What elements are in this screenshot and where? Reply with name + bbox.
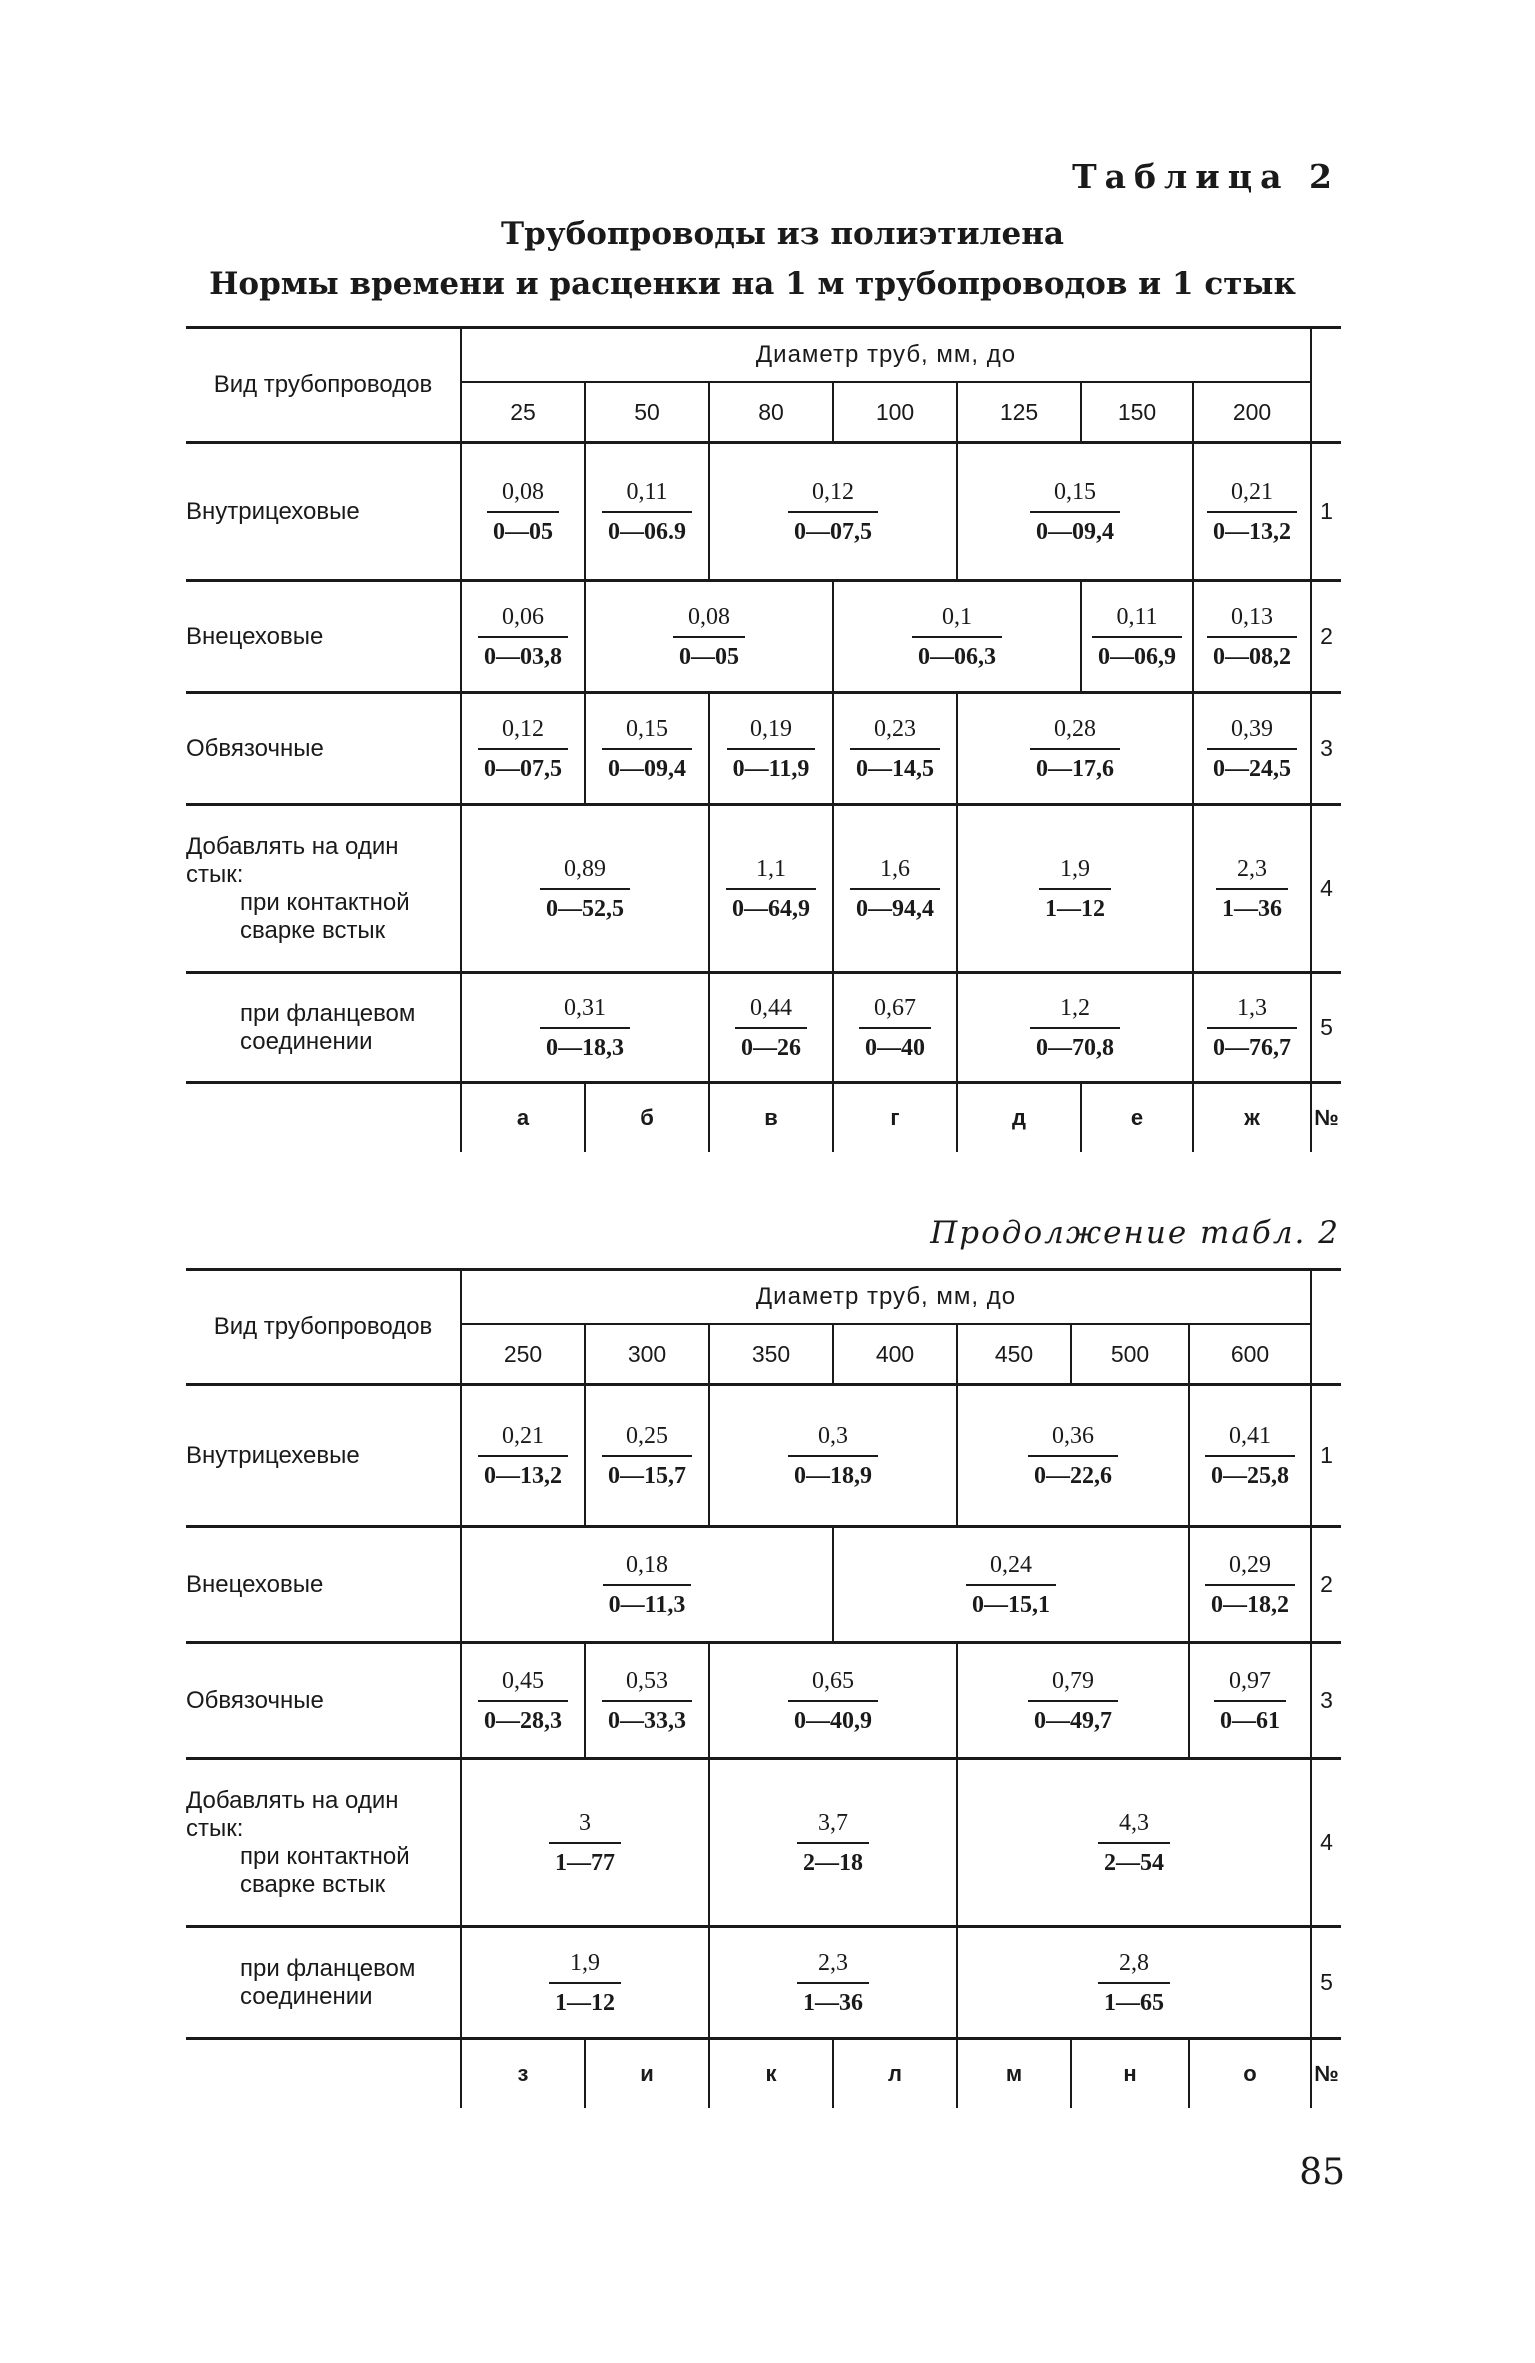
value-cell: $\frac{0,67}{0—40}$ xyxy=(833,973,957,1083)
value-cell: $\frac{0,39}{0—24,5}$ xyxy=(1193,693,1311,805)
value-cell: $\frac{3}{1—77}$ xyxy=(461,1759,709,1927)
value-cell: $\frac{0,15}{0—09,4}$ xyxy=(957,443,1193,581)
value-cell: $\frac{0,53}{0—33,3}$ xyxy=(585,1643,709,1759)
row-name: Внутрицехевые xyxy=(186,1385,461,1527)
row-number: 1 xyxy=(1311,443,1341,581)
value-cell: $\frac{0,12}{0—07,5}$ xyxy=(709,443,957,581)
table-subtitle: Нормы времени и расценки на 1 м трубопроводов и 1 стык xyxy=(209,266,1296,302)
table-row xyxy=(186,1643,1341,1759)
value-cell: $\frac{1,3}{0—76,7}$ xyxy=(1193,973,1311,1083)
col-header-pipe-type: Вид трубопроводов xyxy=(213,371,433,398)
value-cell: $\frac{0,15}{0—09,4}$ xyxy=(585,693,709,805)
norms-table-1 xyxy=(186,326,1341,1152)
table-row xyxy=(186,1385,1341,1527)
col-header-pipe-type: Вид трубопроводов xyxy=(213,1313,433,1340)
value-cell: $\frac{0,97}{0—61}$ xyxy=(1189,1643,1311,1759)
value-cell: $\frac{0,25}{0—15,7}$ xyxy=(585,1385,709,1527)
row-number: 4 xyxy=(1311,805,1341,973)
value-cell: $\frac{0,36}{0—22,6}$ xyxy=(957,1385,1189,1527)
table-row xyxy=(186,693,1341,805)
table-row xyxy=(186,581,1341,693)
column-letters-row xyxy=(186,1083,1341,1153)
value-cell: $\frac{0,13}{0—08,2}$ xyxy=(1193,581,1311,693)
value-cell: $\frac{0,24}{0—15,1}$ xyxy=(833,1527,1189,1643)
table-label: Таблица 2 xyxy=(1072,157,1340,196)
table-row xyxy=(186,1759,1341,1927)
diameter-cell: 500 xyxy=(1071,1324,1189,1385)
column-letter: е xyxy=(1081,1083,1193,1153)
number-sign: № xyxy=(1311,1083,1341,1153)
value-cell: $\frac{2,3}{1—36}$ xyxy=(709,1927,957,2039)
value-cell: $\frac{0,21}{0—13,2}$ xyxy=(461,1385,585,1527)
value-cell: $\frac{0,29}{0—18,2}$ xyxy=(1189,1527,1311,1643)
column-letter: м xyxy=(957,2039,1071,2109)
value-cell: $\frac{2,3}{1—36}$ xyxy=(1193,805,1311,973)
table-row xyxy=(186,1527,1341,1643)
row-number: 3 xyxy=(1311,1643,1341,1759)
diameter-cell: 400 xyxy=(833,1324,957,1385)
column-letter: а xyxy=(461,1083,585,1153)
norms-table-2 xyxy=(186,1268,1341,2108)
value-cell: $\frac{4,3}{2—54}$ xyxy=(957,1759,1311,1927)
row-name: Добавлять на один стык: при контактной сварке встык xyxy=(186,805,461,973)
diameter-cell: 350 xyxy=(709,1324,833,1385)
value-cell: $\frac{0,65}{0—40,9}$ xyxy=(709,1643,957,1759)
row-name: при фланцевом соединении xyxy=(186,973,461,1083)
row-number: 1 xyxy=(1311,1385,1341,1527)
row-number: 2 xyxy=(1311,1527,1341,1643)
row-name: Обвязочные xyxy=(186,693,461,805)
value-cell: $\frac{0,41}{0—25,8}$ xyxy=(1189,1385,1311,1527)
row-number: 2 xyxy=(1311,581,1341,693)
row-name: Внецеховые xyxy=(186,581,461,693)
value-cell: $\frac{1,9}{1—12}$ xyxy=(461,1927,709,2039)
page-number: 85 xyxy=(1299,2152,1345,2193)
diameter-cell: 600 xyxy=(1189,1324,1311,1385)
continuation-label: Продолжение табл. 2 xyxy=(930,1215,1340,1251)
value-cell: $\frac{0,12}{0—07,5}$ xyxy=(461,693,585,805)
row-name: при фланцевом соединении xyxy=(186,1927,461,2039)
diameter-cell: 300 xyxy=(585,1324,709,1385)
row-number: 4 xyxy=(1311,1759,1341,1927)
value-cell: $\frac{0,45}{0—28,3}$ xyxy=(461,1643,585,1759)
value-cell: $\frac{0,44}{0—26}$ xyxy=(709,973,833,1083)
column-letter: л xyxy=(833,2039,957,2109)
value-cell: $\frac{1,2}{0—70,8}$ xyxy=(957,973,1193,1083)
column-letters-row xyxy=(186,2039,1341,2109)
number-sign: № xyxy=(1311,2039,1341,2109)
column-letter: в xyxy=(709,1083,833,1153)
value-cell: $\frac{2,8}{1—65}$ xyxy=(957,1927,1311,2039)
row-number: 5 xyxy=(1311,973,1341,1083)
diameter-header: Диаметр труб, мм, до xyxy=(461,1270,1311,1325)
column-letter: ж xyxy=(1193,1083,1311,1153)
row-number: 5 xyxy=(1311,1927,1341,2039)
value-cell: $\frac{1,9}{1—12}$ xyxy=(957,805,1193,973)
column-letter: н xyxy=(1071,2039,1189,2109)
value-cell: $\frac{0,89}{0—52,5}$ xyxy=(461,805,709,973)
diameter-header: Диаметр труб, мм, до xyxy=(461,328,1311,383)
diameter-cell: 125 xyxy=(957,382,1081,443)
value-cell: $\frac{0,18}{0—11,3}$ xyxy=(461,1527,833,1643)
diameter-cell: 25 xyxy=(461,382,585,443)
value-cell: $\frac{0,28}{0—17,6}$ xyxy=(957,693,1193,805)
row-name: Внецеховые xyxy=(186,1527,461,1643)
value-cell: $\frac{0,21}{0—13,2}$ xyxy=(1193,443,1311,581)
value-cell: $\frac{3,7}{2—18}$ xyxy=(709,1759,957,1927)
value-cell: $\frac{0,19}{0—11,9}$ xyxy=(709,693,833,805)
diameter-cell: 450 xyxy=(957,1324,1071,1385)
value-cell: $\frac{0,31}{0—18,3}$ xyxy=(461,973,709,1083)
table-row xyxy=(186,973,1341,1083)
diameter-cell: 200 xyxy=(1193,382,1311,443)
table-row xyxy=(186,1927,1341,2039)
value-cell: $\frac{0,23}{0—14,5}$ xyxy=(833,693,957,805)
diameter-cell: 80 xyxy=(709,382,833,443)
column-letter: о xyxy=(1189,2039,1311,2109)
value-cell: $\frac{1,1}{0—64,9}$ xyxy=(709,805,833,973)
row-number: 3 xyxy=(1311,693,1341,805)
row-name: Добавлять на один стык: при контактной сварке встык xyxy=(186,1759,461,1927)
value-cell: $\frac{0,3}{0—18,9}$ xyxy=(709,1385,957,1527)
value-cell: $\frac{0,06}{0—03,8}$ xyxy=(461,581,585,693)
value-cell: $\frac{0,1}{0—06,3}$ xyxy=(833,581,1081,693)
column-letter: б xyxy=(585,1083,709,1153)
table-title: Трубопроводы из полиэтилена xyxy=(501,216,1064,252)
value-cell: $\frac{0,11}{0—06,9}$ xyxy=(1081,581,1193,693)
row-name: Обвязочные xyxy=(186,1643,461,1759)
column-letter: з xyxy=(461,2039,585,2109)
diameter-cell: 250 xyxy=(461,1324,585,1385)
value-cell: $\frac{1,6}{0—94,4}$ xyxy=(833,805,957,973)
column-letter: г xyxy=(833,1083,957,1153)
table-row xyxy=(186,443,1341,581)
column-letter: д xyxy=(957,1083,1081,1153)
value-cell: $\frac{0,08}{0—05}$ xyxy=(461,443,585,581)
value-cell: $\frac{0,79}{0—49,7}$ xyxy=(957,1643,1189,1759)
value-cell: $\frac{0,11}{0—06.9}$ xyxy=(585,443,709,581)
value-cell: $\frac{0,08}{0—05}$ xyxy=(585,581,833,693)
diameter-cell: 100 xyxy=(833,382,957,443)
column-letter: и xyxy=(585,2039,709,2109)
diameter-cell: 50 xyxy=(585,382,709,443)
table-row xyxy=(186,805,1341,973)
column-letter: к xyxy=(709,2039,833,2109)
diameter-cell: 150 xyxy=(1081,382,1193,443)
row-name: Внутрицеховые xyxy=(186,443,461,581)
